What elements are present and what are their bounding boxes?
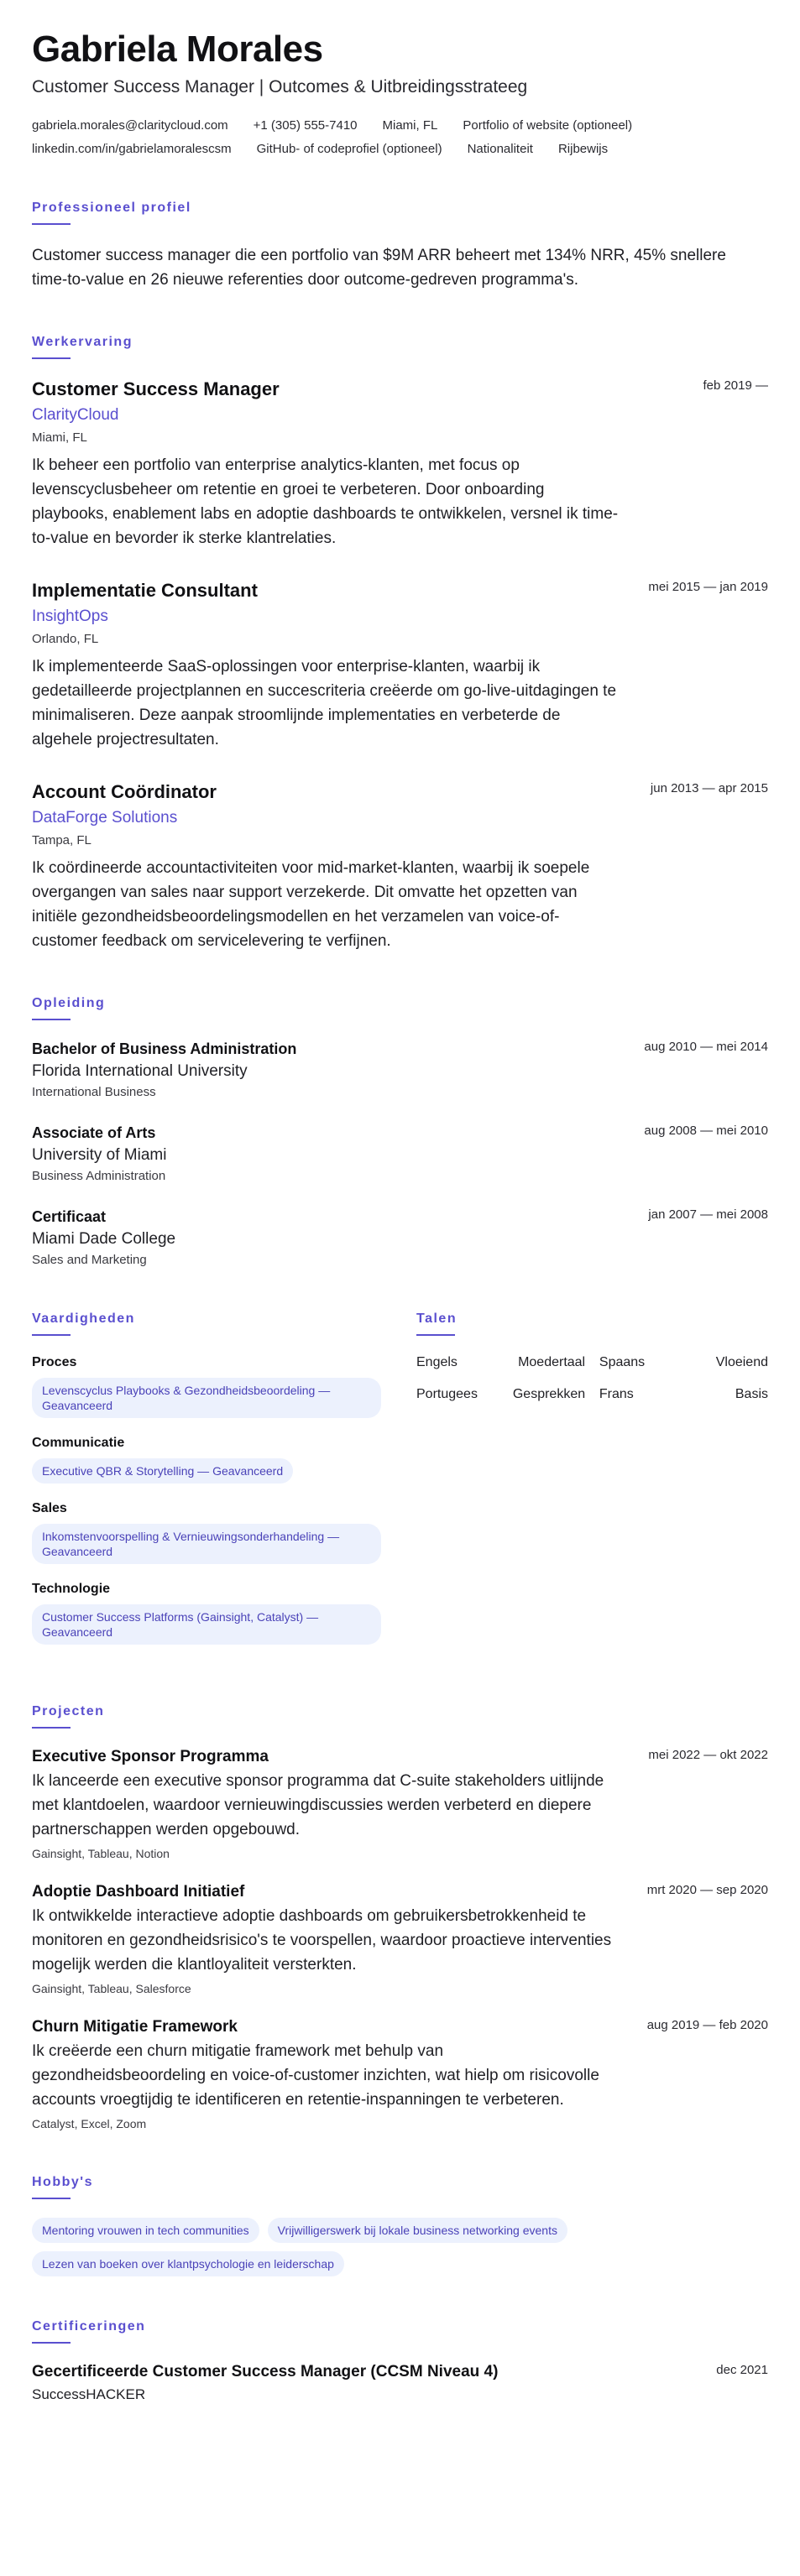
hobby-tag: Lezen van boeken over klantpsychologie en leiderschap (32, 2251, 344, 2276)
project-title: Executive Sponsor Programma (32, 1748, 269, 1765)
language-level: Vloeiend (715, 1355, 768, 1369)
language-level: Moedertaal (518, 1355, 586, 1369)
education-entry (32, 1123, 768, 1185)
section-divider (32, 2342, 71, 2344)
skill-category: Communicatie (32, 1436, 125, 1450)
field-of-study: Business Administration (32, 1169, 166, 1183)
candidate-headline: Customer Success Manager | Outcomes & Uitbreidingsstrateeg (32, 77, 528, 96)
language-item (599, 1354, 768, 1371)
skill-group (32, 1354, 383, 1418)
job-entry (32, 579, 768, 752)
language-item (416, 1386, 585, 1403)
language-level: Gesprekken (512, 1387, 586, 1401)
project-description: Ik lanceerde een executive sponsor programma dat C-suite stakeholders uitlijnde met klantdoelen, waardoor vernieuwingdiscussies werden verbeterd en diepere partnerschappen werden opgebouwd. (32, 1772, 604, 1838)
project-title: Adoptie Dashboard Initiatief (32, 1883, 245, 1901)
project-tech: Gainsight, Tableau, Notion (32, 1847, 170, 1860)
job-title: Customer Success Manager (32, 378, 280, 399)
skill-tag: Levenscyclus Playbooks & Gezondheidsbeoordeling — Geavanceerd (32, 1378, 381, 1418)
field-of-study: Sales and Marketing (32, 1253, 147, 1267)
job-description: Ik coördineerde accountactiviteiten voor mid-market-klanten, waarbij ik soepele overgangen van sales naar support verzekerde. Dit omvatte het opzetten van initiële gezondheidsbeoordelingsmodellen en het verzamelen van voice-of-customer feedback om servicelevering te verfijnen. (32, 859, 590, 950)
project-dates: mei 2022 — okt 2022 (648, 1748, 768, 1762)
profile-summary: Customer success manager die een portfolio van $9M ARR beheert met 134% NRR, 45% snellere time-to-value en 26 nieuwe referenties door outcome-gedreven programma's. (32, 247, 726, 289)
skill-category: Sales (32, 1501, 67, 1515)
project-tech: Gainsight, Tableau, Salesforce (32, 1982, 191, 1995)
job-title: Account Coördinator (32, 781, 217, 802)
language-name: Spaans (599, 1355, 646, 1369)
section-divider (32, 357, 71, 359)
field-of-study: International Business (32, 1085, 156, 1099)
school-name: Miami Dade College (32, 1230, 176, 1248)
project-description: Ik creëerde een churn mitigatie framework met behulp van gezondheidsbeoordeling en voice-of-customer inzichten, wat hielp om risicovolle accounts vroegtijdig te identificeren en retentie-inspanningen te verbeteren. (32, 2042, 599, 2109)
skill-tag: Customer Success Platforms (Gainsight, Catalyst) — Geavanceerd (32, 1604, 381, 1645)
contact-list (32, 117, 768, 158)
section-title: Talen (416, 1311, 458, 1326)
job-dates: feb 2019 — (703, 378, 768, 393)
language-item (416, 1354, 585, 1371)
contact-portfolio[interactable]: Portfolio of website (optioneel) (463, 118, 633, 133)
job-description: Ik beheer een portfolio van enterprise analytics-klanten, met focus op levenscyclusbeheer om retentie en groei te verbeteren. Door onboarding playbooks, enablement labs en adoptie dashboards te ontwikkelen, versnel ik time-to-value en bevorder ik sterke klantrelaties. (32, 456, 619, 547)
section-divider (32, 1334, 71, 1336)
resume-header (32, 29, 768, 158)
section-divider (32, 223, 71, 225)
languages-column (416, 1311, 768, 1661)
section-title: Certificeringen (32, 2319, 146, 2334)
contact-drivers-license: Rijbewijs (557, 142, 609, 156)
degree: Certificaat (32, 1208, 107, 1225)
education-entry (32, 1039, 768, 1101)
certification-title: Gecertificeerde Customer Success Manager (CCSM Niveau 4) (32, 2363, 499, 2380)
project-tech: Catalyst, Excel, Zoom (32, 2117, 147, 2130)
language-name: Frans (599, 1387, 634, 1401)
section-title: Projecten (32, 1704, 105, 1718)
project-entry (32, 1882, 768, 1997)
education-dates: aug 2010 — mei 2014 (644, 1040, 768, 1054)
job-dates: mei 2015 — jan 2019 (648, 580, 768, 594)
contact-location: Miami, FL (382, 118, 438, 133)
job-entry (32, 780, 768, 953)
language-item (599, 1386, 768, 1403)
skill-group (32, 1581, 383, 1645)
project-dates: mrt 2020 — sep 2020 (646, 1883, 768, 1897)
language-name: Engels (416, 1355, 458, 1369)
project-title: Churn Mitigatie Framework (32, 2018, 238, 2036)
section-title: Vaardigheden (32, 1311, 135, 1326)
education-section (32, 995, 768, 1269)
job-location: Tampa, FL (32, 833, 92, 847)
language-level: Basis (735, 1387, 768, 1401)
degree: Bachelor of Business Administration (32, 1040, 297, 1057)
job-description: Ik implementeerde SaaS-oplossingen voor enterprise-klanten, waarbij ik gedetailleerde projectplannen en succescriteria creëerde om go-live-uitdagingen te minimaliseren. Deze aanpak stroomlijnde implementaties en verbeterde de algehele projectresultaten. (32, 658, 617, 748)
hobby-list (32, 2218, 670, 2276)
job-location: Orlando, FL (32, 632, 99, 646)
job-location: Miami, FL (32, 430, 87, 445)
education-dates: aug 2008 — mei 2010 (644, 1124, 768, 1138)
section-title: Opleiding (32, 996, 106, 1010)
project-entry (32, 1747, 768, 1862)
project-dates: aug 2019 — feb 2020 (646, 2018, 768, 2032)
degree: Associate of Arts (32, 1124, 156, 1141)
hobbies-section (32, 2174, 768, 2276)
skill-group (32, 1500, 383, 1564)
contact-linkedin[interactable]: linkedin.com/in/gabrielamoralescsm (32, 142, 232, 156)
company-name: InsightOps (32, 607, 108, 625)
job-dates: jun 2013 — apr 2015 (650, 781, 768, 795)
section-divider (32, 1019, 71, 1020)
section-divider (32, 1727, 71, 1729)
education-dates: jan 2007 — mei 2008 (648, 1207, 768, 1222)
candidate-name: Gabriela Morales (32, 29, 323, 70)
certification-entry (32, 2362, 768, 2404)
project-description: Ik ontwikkelde interactieve adoptie dashboards om gebruikersbetrokkenheid te monitoren en gezondheidsrisico's te voorspellen, waardoor proactieve interventies mogelijk werden die klantloyaliteit versterkten. (32, 1907, 612, 1974)
contact-nationality: Nationaliteit (467, 142, 533, 156)
section-divider (32, 2198, 71, 2199)
skill-category: Proces (32, 1355, 77, 1369)
skill-tag: Inkomstenvoorspelling & Vernieuwingsonderhandeling — Geavanceerd (32, 1524, 381, 1564)
hobby-tag: Vrijwilligerswerk bij lokale business networking events (268, 2218, 567, 2243)
certifications-section (32, 2318, 768, 2404)
certification-date: dec 2021 (716, 2363, 768, 2377)
skill-category: Technologie (32, 1582, 111, 1596)
job-title: Implementatie Consultant (32, 580, 258, 601)
experience-section (32, 334, 768, 953)
contact-github[interactable]: GitHub- of codeprofiel (optioneel) (256, 142, 442, 156)
skills-languages-section (32, 1311, 768, 1661)
company-name: DataForge Solutions (32, 809, 178, 827)
section-title: Professioneel profiel (32, 201, 191, 215)
school-name: University of Miami (32, 1146, 167, 1164)
contact-email[interactable]: gabriela.morales@claritycloud.com (32, 118, 228, 133)
skill-tag: Executive QBR & Storytelling — Geavanceerd (32, 1458, 293, 1484)
section-title: Werkervaring (32, 335, 133, 349)
language-name: Portugees (416, 1387, 478, 1401)
section-divider (416, 1334, 455, 1336)
projects-section (32, 1703, 768, 2132)
certification-issuer: SuccessHACKER (32, 2386, 146, 2402)
education-entry (32, 1207, 768, 1269)
company-name: ClarityCloud (32, 406, 119, 424)
language-row (416, 1386, 768, 1403)
skills-column (32, 1311, 383, 1661)
job-entry (32, 378, 768, 550)
language-row (416, 1354, 768, 1371)
skill-group (32, 1435, 383, 1484)
profile-section (32, 200, 768, 292)
school-name: Florida International University (32, 1062, 248, 1080)
contact-phone[interactable]: +1 (305) 555-7410 (253, 118, 358, 133)
project-entry (32, 2017, 768, 2132)
hobby-tag: Mentoring vrouwen in tech communities (32, 2218, 259, 2243)
section-title: Hobby's (32, 2175, 93, 2189)
